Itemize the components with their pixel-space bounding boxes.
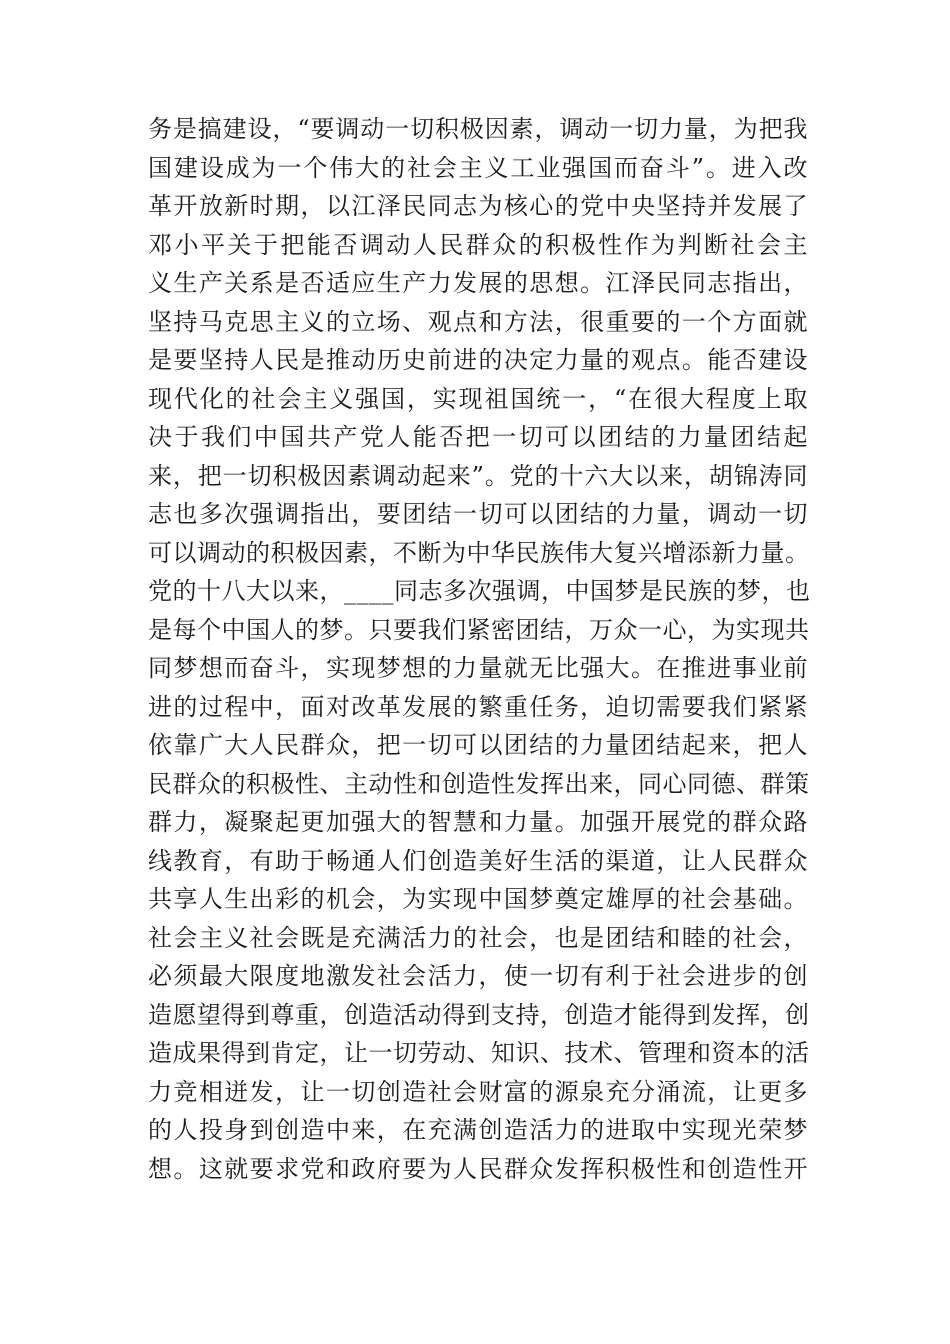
text-line: 必须最大限度地激发社会活力，使一切有利于社会进步的创 bbox=[148, 962, 808, 990]
body-text bbox=[148, 110, 811, 1188]
text-line: 务是搞建设，“要调动一切积极因素，调动一切力量，为把我 bbox=[148, 115, 808, 143]
text-line: 坚持马克思主义的立场、观点和方法，很重要的一个方面就 bbox=[148, 307, 808, 336]
text-line: 党的十八大以来，____同志多次强调，中国梦是民族的梦，也 bbox=[148, 577, 811, 605]
text-line: 造成果得到肯定，让一切劳动、知识、技术、管理和资本的活 bbox=[148, 1039, 810, 1067]
text-line: 力竞相迸发，让一切创造社会财富的源泉充分涌流，让更多 bbox=[148, 1077, 808, 1106]
text-line: 决于我们中国共产党人能否把一切可以团结的力量团结起 bbox=[148, 423, 808, 451]
text-line: 义生产关系是否适应生产力发展的思想。江泽民同志指出， bbox=[148, 269, 808, 297]
text-line: 依靠广大人民群众，把一切可以团结的力量团结起来，把人 bbox=[148, 731, 808, 759]
text-line: 线教育，有助于畅通人们创造美好生活的渠道，让人民群众 bbox=[148, 846, 808, 875]
text-line: 同梦想而奋斗，实现梦想的力量就无比强大。在推进事业前 bbox=[148, 654, 808, 682]
text-line: 志也多次强调指出，要团结一切可以团结的力量，调动一切 bbox=[148, 500, 808, 528]
text-line: 想。这就要求党和政府要为人民群众发挥积极性和创造性开 bbox=[148, 1154, 808, 1183]
text-line: 民群众的积极性、主动性和创造性发挥出来，同心同德、群策 bbox=[148, 769, 810, 798]
text-line: 现代化的社会主义强国，实现祖国统一，“在很大程度上取 bbox=[148, 384, 808, 413]
text-line: 共享人生出彩的机会，为实现中国梦奠定雄厚的社会基础。 bbox=[148, 885, 808, 913]
text-line: 社会主义社会既是充满活力的社会，也是团结和睦的社会， bbox=[148, 923, 808, 952]
text-line: 邓小平关于把能否调动人民群众的积极性作为判断社会主 bbox=[148, 230, 808, 259]
text-line: 的人投身到创造中来，在充满创造活力的进取中实现光荣梦 bbox=[148, 1116, 808, 1144]
text-line: 是要坚持人民是推动历史前进的决定力量的观点。能否建设 bbox=[148, 346, 808, 374]
text-line: 来，把一切积极因素调动起来”。党的十六大以来，胡锦涛同 bbox=[148, 461, 808, 490]
text-line: 群力，凝聚起更加强大的智慧和力量。加强开展党的群众路 bbox=[148, 808, 808, 836]
text-line: 是每个中国人的梦。只要我们紧密团结，万众一心，为实现共 bbox=[148, 615, 810, 644]
text-line: 国建设成为一个伟大的社会主义工业强国而奋斗”。进入改 bbox=[148, 153, 808, 182]
text-line: 可以调动的积极因素，不断为中华民族伟大复兴增添新力量。 bbox=[148, 538, 810, 567]
text-line: 进的过程中，面对改革发展的繁重任务，迫切需要我们紧紧 bbox=[148, 692, 808, 721]
text-line: 革开放新时期，以江泽民同志为核心的党中央坚持并发展了 bbox=[148, 192, 808, 220]
text-line: 造愿望得到尊重，创造活动得到支持，创造才能得到发挥，创 bbox=[148, 1000, 810, 1029]
